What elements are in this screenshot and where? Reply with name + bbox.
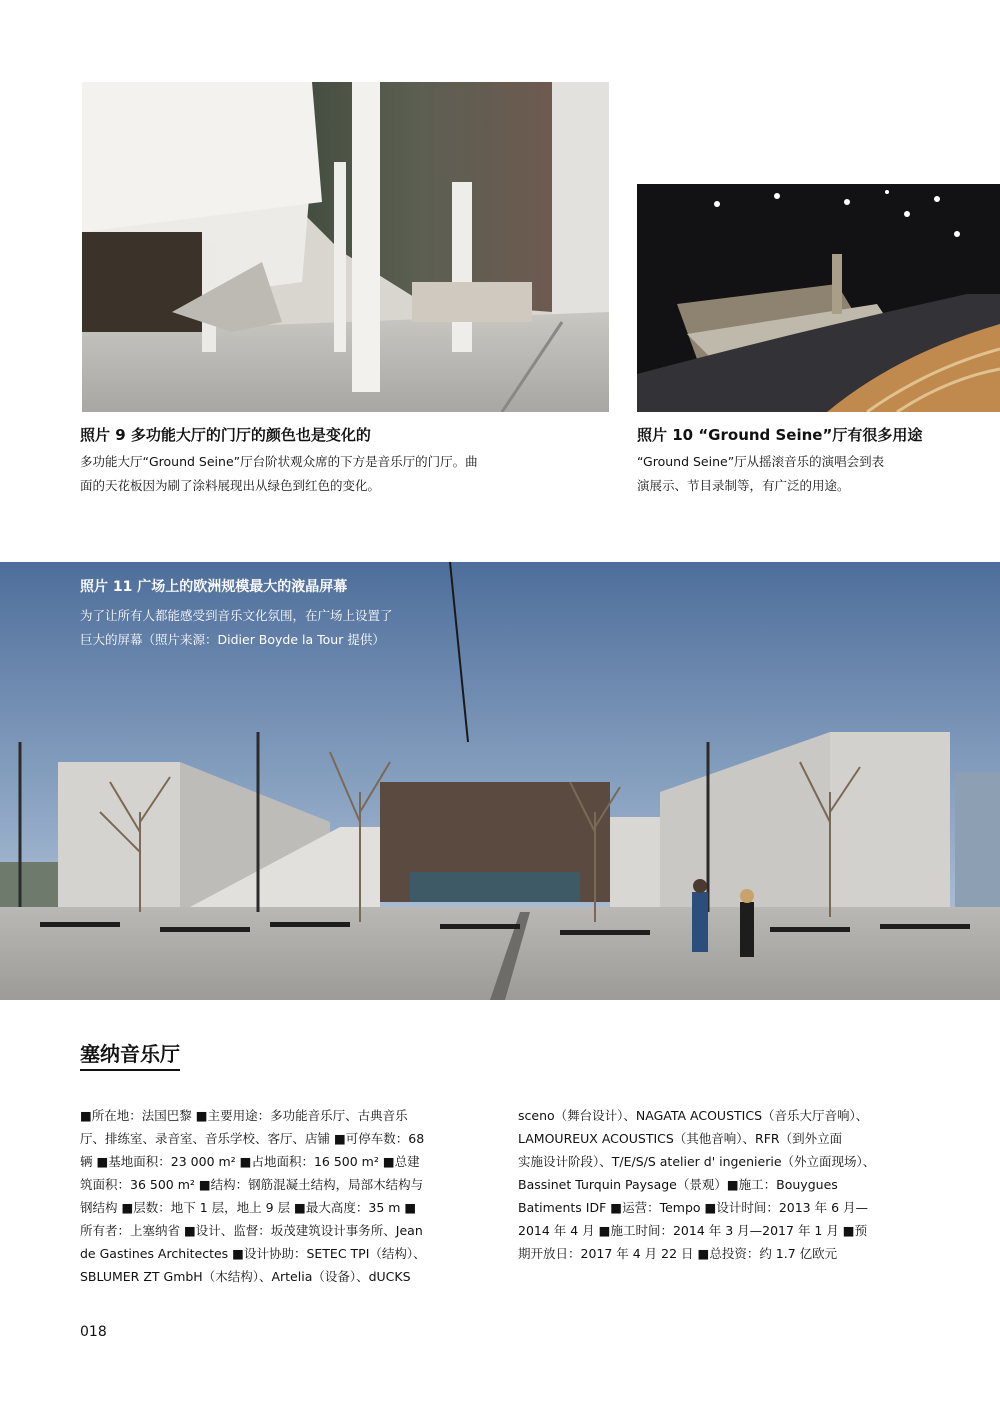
project-info-right — [518, 1104, 875, 1265]
info-line: 厅、排练室、录音室、音乐学校、客厅、店铺 ■可停车数：68 — [80, 1131, 425, 1146]
photo-11-caption-body — [80, 604, 393, 652]
photo-9-caption-title: 照片 9 多功能大厅的门厅的颜色也是变化的 — [80, 426, 371, 444]
photo-9-caption-body — [80, 450, 478, 498]
project-info-left — [80, 1104, 426, 1288]
info-line: 2014 年 4 月 ■施工时间：2014 年 3 月—2017 年 1 月 ■预 — [518, 1223, 868, 1238]
caption-line: 巨大的屏幕（照片来源：Didier Boyde la Tour 提供） — [80, 632, 385, 647]
photo-10-hall — [637, 184, 1000, 412]
info-line: 实施设计阶段）、T/E/S/S atelier d' ingenierie（外立面现场）、 — [518, 1154, 876, 1169]
info-line: 筑面积：36 500 m² ■结构：钢筋混凝土结构，局部木结构与 — [80, 1177, 424, 1192]
info-line: sceno（舞台设计）、NAGATA ACOUSTICS（音乐大厅音响）、 — [518, 1108, 869, 1123]
info-line: LAMOUREUX ACOUSTICS（其他音响）、RFR（到外立面 — [518, 1131, 843, 1146]
photo-9-foyer — [82, 82, 609, 412]
info-line: Batiments IDF ■运营：Tempo ■设计时间：2013 年 6 月— — [518, 1200, 869, 1215]
info-line: ■所在地：法国巴黎 ■主要用途：多功能音乐厅、古典音乐 — [80, 1108, 408, 1123]
caption-line: 面的天花板因为刷了涂料展现出从绿色到红色的变化。 — [80, 478, 381, 493]
info-line: SBLUMER ZT GmbH（木结构）、Artelia（设备）、dUCKS — [80, 1269, 411, 1284]
page-number: 018 — [80, 1324, 107, 1340]
info-line: 辆 ■基地面积：23 000 m² ■占地面积：16 500 m² ■总建 — [80, 1154, 420, 1169]
photo-10-caption-title: 照片 10 “Ground Seine”厅有很多用途 — [637, 426, 923, 444]
photo-11-caption-title: 照片 11 广场上的欧洲规模最大的液晶屏幕 — [80, 579, 348, 595]
info-line: 所有者：上塞纳省 ■设计、监督：坂茂建筑设计事务所、Jean — [80, 1223, 423, 1238]
caption-line: 演展示、节目录制等，有广泛的用途。 — [637, 478, 850, 493]
photo-10-caption-body — [637, 450, 884, 498]
caption-line: “Ground Seine”厅从摇滚音乐的演唱会到表 — [637, 454, 885, 469]
info-line: 期开放日：2017 年 4 月 22 日 ■总投资：约 1.7 亿欧元 — [518, 1246, 838, 1261]
info-line: Bassinet Turquin Paysage（景观）■施工：Bouygues — [518, 1177, 838, 1192]
info-line: de Gastines Architectes ■设计协助：SETEC TPI（结构）、 — [80, 1246, 426, 1261]
info-line: 钢结构 ■层数：地下 1 层，地上 9 层 ■最大高度：35 m ■ — [80, 1200, 417, 1215]
caption-line: 为了让所有人都能感受到音乐文化氛围，在广场上设置了 — [80, 608, 393, 623]
section-title: 塞纳音乐厅 — [80, 1038, 180, 1071]
caption-line: 多功能大厅“Ground Seine”厅台阶状观众席的下方是音乐厅的门厅。曲 — [80, 454, 478, 469]
